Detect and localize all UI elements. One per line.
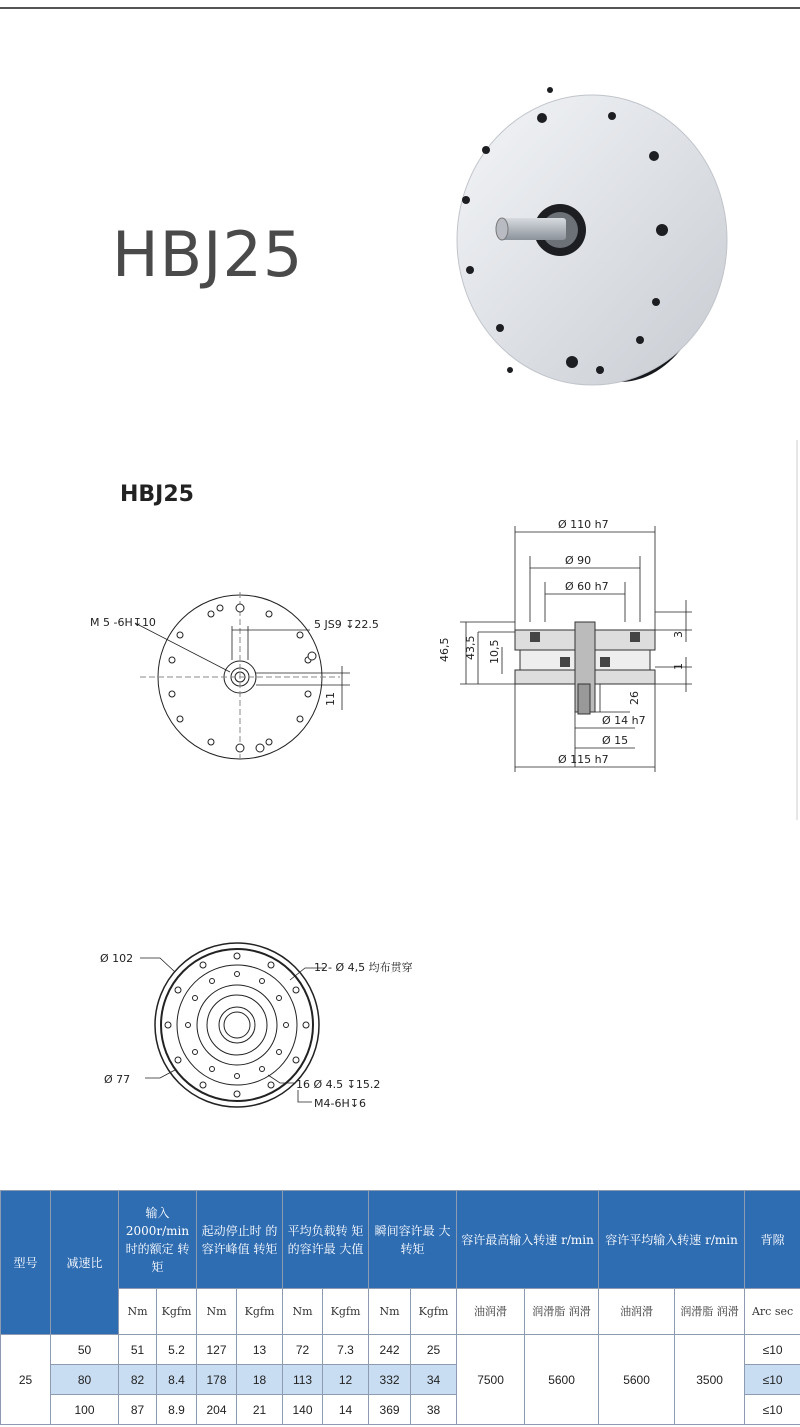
vertical-divider	[796, 440, 798, 820]
cell-ratio: 50	[51, 1335, 119, 1365]
cell-inst-nm: 332	[369, 1365, 411, 1395]
back-view-drawing	[90, 940, 420, 1120]
table-row	[1, 1335, 800, 1365]
sub-oil: 油润滑	[599, 1289, 675, 1335]
table-subheader-row	[1, 1289, 800, 1335]
sub-grease: 润滑脂 润滑	[525, 1289, 599, 1335]
cell-rated-nm: 82	[119, 1365, 157, 1395]
dim-d15: Ø 15	[602, 734, 629, 747]
sub-nm: Nm	[197, 1289, 237, 1335]
cell-rated-kgfm: 5.2	[157, 1335, 197, 1365]
cell-inst-kgfm: 38	[411, 1395, 457, 1425]
cell-avg-speed-oil: 5600	[599, 1335, 675, 1425]
cell-avg-kgfm: 12	[323, 1365, 369, 1395]
header-backlash: 背隙	[745, 1191, 800, 1289]
dim-1: 1	[672, 663, 685, 670]
label-m5-thread: M 5 -6H↧10	[90, 616, 156, 629]
cell-rated-kgfm: 8.4	[157, 1365, 197, 1395]
dim-465: 46,5	[438, 637, 451, 662]
header-avg-load-torque: 平均负载转 矩的容许最 大值	[283, 1191, 369, 1289]
sub-kgfm: Kgfm	[323, 1289, 369, 1335]
label-dim-11: 11	[324, 692, 337, 706]
table-header-row	[1, 1191, 800, 1289]
cell-rated-nm: 51	[119, 1335, 157, 1365]
dim-d60: Ø 60 h7	[565, 580, 609, 593]
header-max-input-speed: 容许最高输入转速 r/min	[457, 1191, 599, 1289]
sub-kgfm: Kgfm	[237, 1289, 283, 1335]
cell-inst-nm: 242	[369, 1335, 411, 1365]
dim-d115: Ø 115 h7	[558, 753, 609, 766]
cell-max-speed-grease: 5600	[525, 1335, 599, 1425]
spec-table	[0, 1190, 800, 1425]
cell-inst-kgfm: 34	[411, 1365, 457, 1395]
cell-peak-kgfm: 21	[237, 1395, 283, 1425]
cell-rated-nm: 87	[119, 1395, 157, 1425]
cell-backlash: ≤10	[745, 1365, 800, 1395]
header-peak-torque: 起动停止时 的容许峰值 转矩	[197, 1191, 283, 1289]
cell-peak-nm: 127	[197, 1335, 237, 1365]
side-view-drawing	[430, 512, 700, 782]
sub-kgfm: Kgfm	[411, 1289, 457, 1335]
cell-peak-kgfm: 18	[237, 1365, 283, 1395]
cell-rated-kgfm: 8.9	[157, 1395, 197, 1425]
cell-backlash: ≤10	[745, 1395, 800, 1425]
dim-d14: Ø 14 h7	[602, 714, 646, 727]
sub-oil: 油润滑	[457, 1289, 525, 1335]
sub-grease: 润滑脂 润滑	[675, 1289, 745, 1335]
header-model: 型号	[1, 1191, 51, 1335]
cell-peak-kgfm: 13	[237, 1335, 283, 1365]
cell-avg-kgfm: 7.3	[323, 1335, 369, 1365]
dim-d102: Ø 102	[100, 952, 134, 965]
cell-peak-nm: 178	[197, 1365, 237, 1395]
sub-nm: Nm	[119, 1289, 157, 1335]
dim-d110: Ø 110 h7	[558, 518, 609, 531]
sub-nm: Nm	[369, 1289, 411, 1335]
product-photo	[440, 70, 740, 410]
cell-max-speed-oil: 7500	[457, 1335, 525, 1425]
sub-kgfm: Kgfm	[157, 1289, 197, 1335]
front-view-drawing	[80, 580, 410, 780]
sub-nm: Nm	[283, 1289, 323, 1335]
cell-backlash: ≤10	[745, 1335, 800, 1365]
cell-peak-nm: 204	[197, 1395, 237, 1425]
header-rated-torque: 输入 2000r/min 时的额定 转矩	[119, 1191, 197, 1289]
cell-inst-kgfm: 25	[411, 1335, 457, 1365]
top-divider	[0, 7, 800, 9]
dim-26: 26	[628, 691, 641, 705]
header-avg-input-speed: 容许平均输入转速 r/min	[599, 1191, 745, 1289]
dim-3: 3	[672, 631, 685, 638]
cell-avg-kgfm: 14	[323, 1395, 369, 1425]
dim-105: 10,5	[488, 639, 501, 664]
label-key-js9: 5 JS9 ↧22.5	[314, 618, 379, 631]
product-title: HBJ25	[112, 218, 304, 291]
cell-inst-nm: 369	[369, 1395, 411, 1425]
label-m4-thread: M4-6H↧6	[314, 1097, 366, 1110]
cell-avg-nm: 113	[283, 1365, 323, 1395]
label-12-holes: 12- Ø 4,5 均布贯穿	[314, 961, 413, 974]
dim-435: 43,5	[464, 635, 477, 660]
cell-ratio: 80	[51, 1365, 119, 1395]
cell-model: 25	[1, 1335, 51, 1425]
label-16-holes: 16 Ø 4.5 ↧15.2	[296, 1078, 381, 1091]
header-ratio: 减速比	[51, 1191, 119, 1335]
dim-d77: Ø 77	[104, 1073, 131, 1086]
cell-avg-speed-grease: 3500	[675, 1335, 745, 1425]
header-instant-torque: 瞬间容许最 大转矩	[369, 1191, 457, 1289]
drawing-title: HBJ25	[120, 482, 194, 507]
sub-arcsec: Arc sec	[745, 1289, 800, 1335]
dim-d90: Ø 90	[565, 554, 592, 567]
cell-avg-nm: 72	[283, 1335, 323, 1365]
spec-table-container	[0, 1190, 800, 1425]
cell-ratio: 100	[51, 1395, 119, 1425]
cell-avg-nm: 140	[283, 1395, 323, 1425]
